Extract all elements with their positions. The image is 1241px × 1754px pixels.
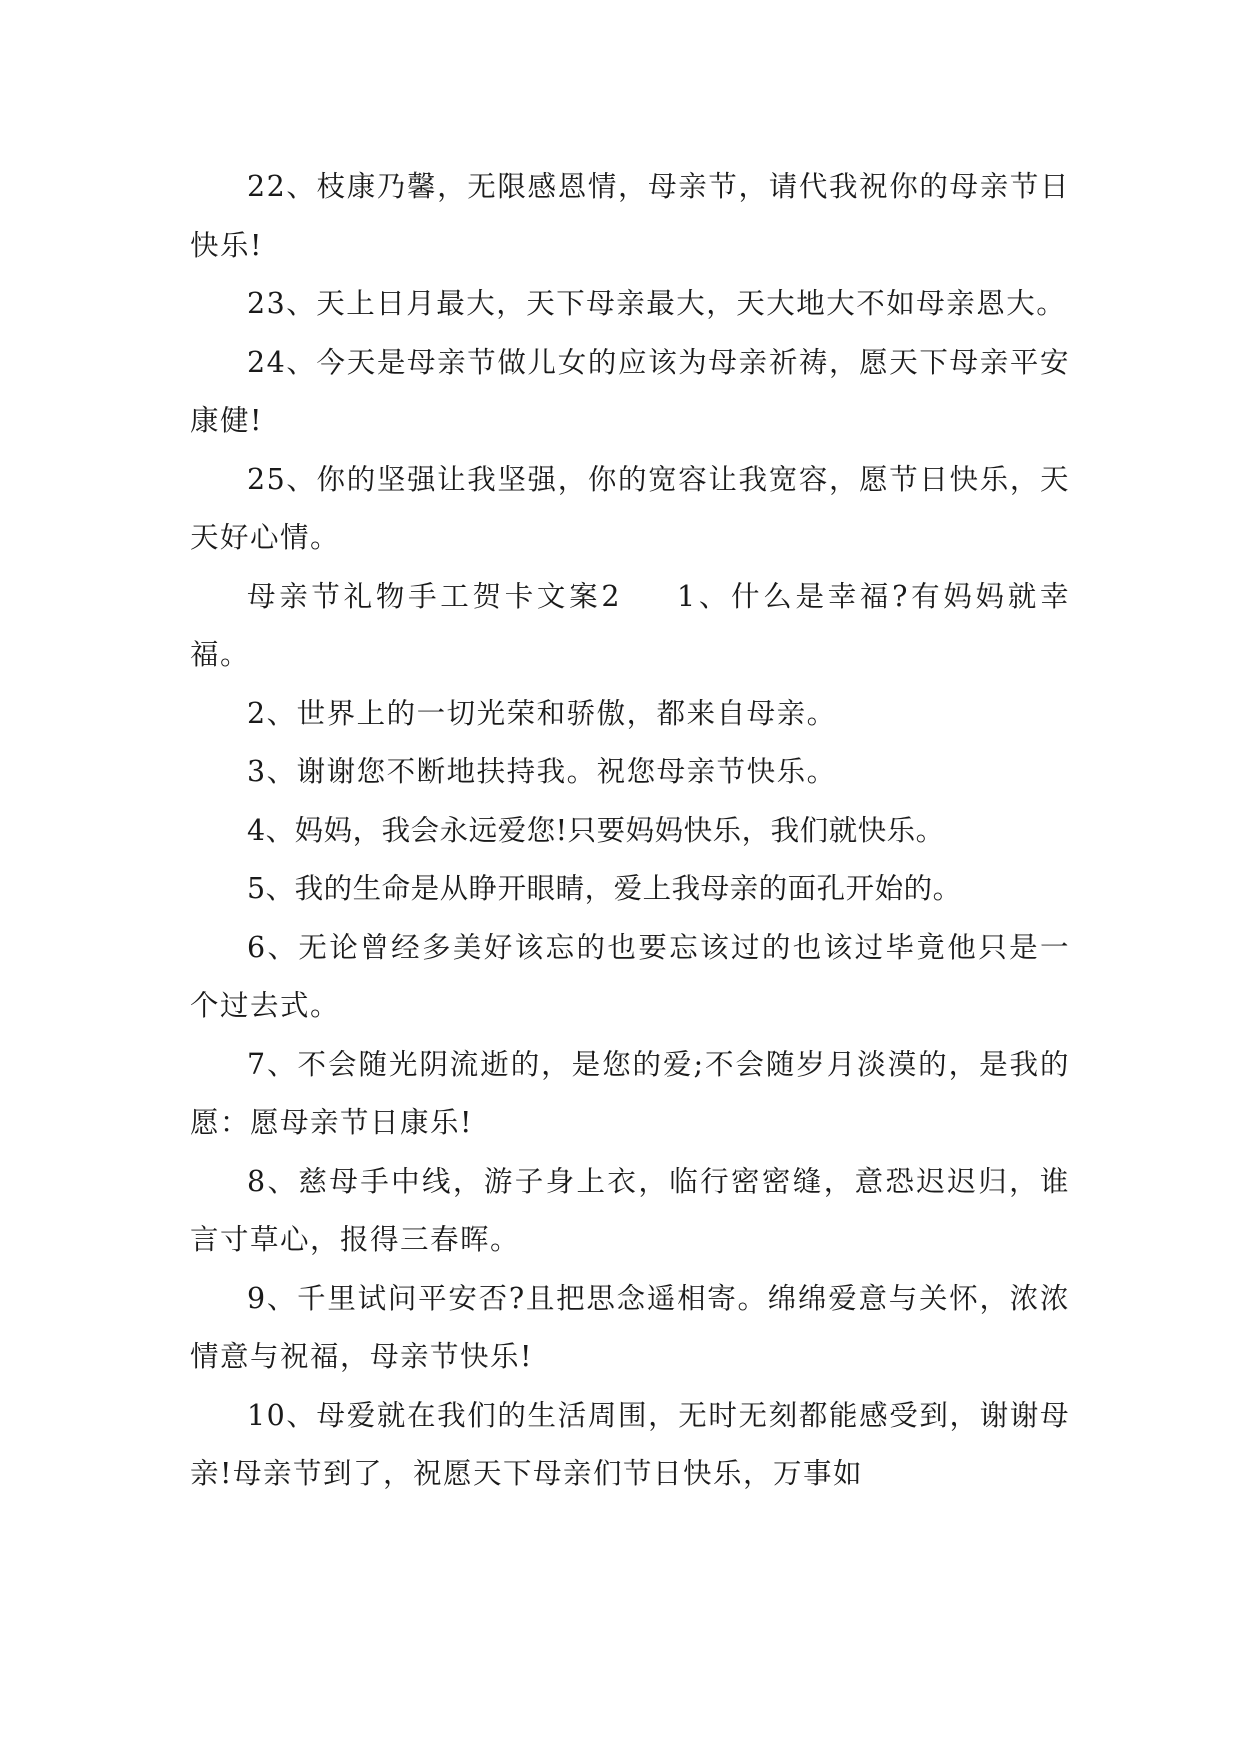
paragraph-22: 22、枝康乃馨，无限感恩情，母亲节，请代我祝你的母亲节日快乐! [190, 170, 1070, 262]
paragraph-23: 23、天上日月最大，天下母亲最大，天大地大不如母亲恩大。 [247, 287, 1067, 320]
section-heading-paragraph [190, 568, 1070, 685]
section-title: 母亲节礼物手工贺卡文案2 [247, 579, 621, 613]
paragraph-24: 24、今天是母亲节做儿女的应该为母亲祈祷，愿天下母亲平安康健! [190, 345, 1070, 437]
document-body [190, 158, 1070, 1504]
list-item-9: 9、千里试问平安否?且把思念遥相寄。绵绵爱意与关怀，浓浓情意与祝福，母亲节快乐! [190, 1281, 1070, 1373]
list-item-2: 2、世界上的一切光荣和骄傲，都来自母亲。 [247, 696, 837, 730]
list-item-5: 5、我的生命是从睁开眼睛，爱上我母亲的面孔开始的。 [247, 872, 962, 905]
list-item-8: 8、慈母手中线，游子身上衣，临行密密缝，意恐迟迟归，谁言寸草心，报得三春晖。 [190, 1164, 1070, 1256]
list-item-4: 4、妈妈，我会永远爱您!只要妈妈快乐，我们就快乐。 [247, 813, 945, 847]
list-item-6: 6、无论曾经多美好该忘的也要忘该过的也该过毕竟他只是一个过去式。 [190, 930, 1070, 1022]
section-item-1: 1、什么是幸福?有妈妈就幸福。 [190, 579, 1070, 671]
paragraph-25: 25、你的坚强让我坚强，你的宽容让我宽容，愿节日快乐，天天好心情。 [190, 462, 1070, 554]
list-item-7: 7、不会随光阴流逝的，是您的爱;不会随岁月淡漠的，是我的愿：愿母亲节日康乐! [190, 1047, 1070, 1139]
list-item-3: 3、谢谢您不断地扶持我。祝您母亲节快乐。 [247, 755, 837, 788]
list-item-10: 10、母爱就在我们的生活周围，无时无刻都能感受到，谢谢母亲!母亲节到了，祝愿天下母亲们节日快乐，万事如 [190, 1398, 1070, 1490]
